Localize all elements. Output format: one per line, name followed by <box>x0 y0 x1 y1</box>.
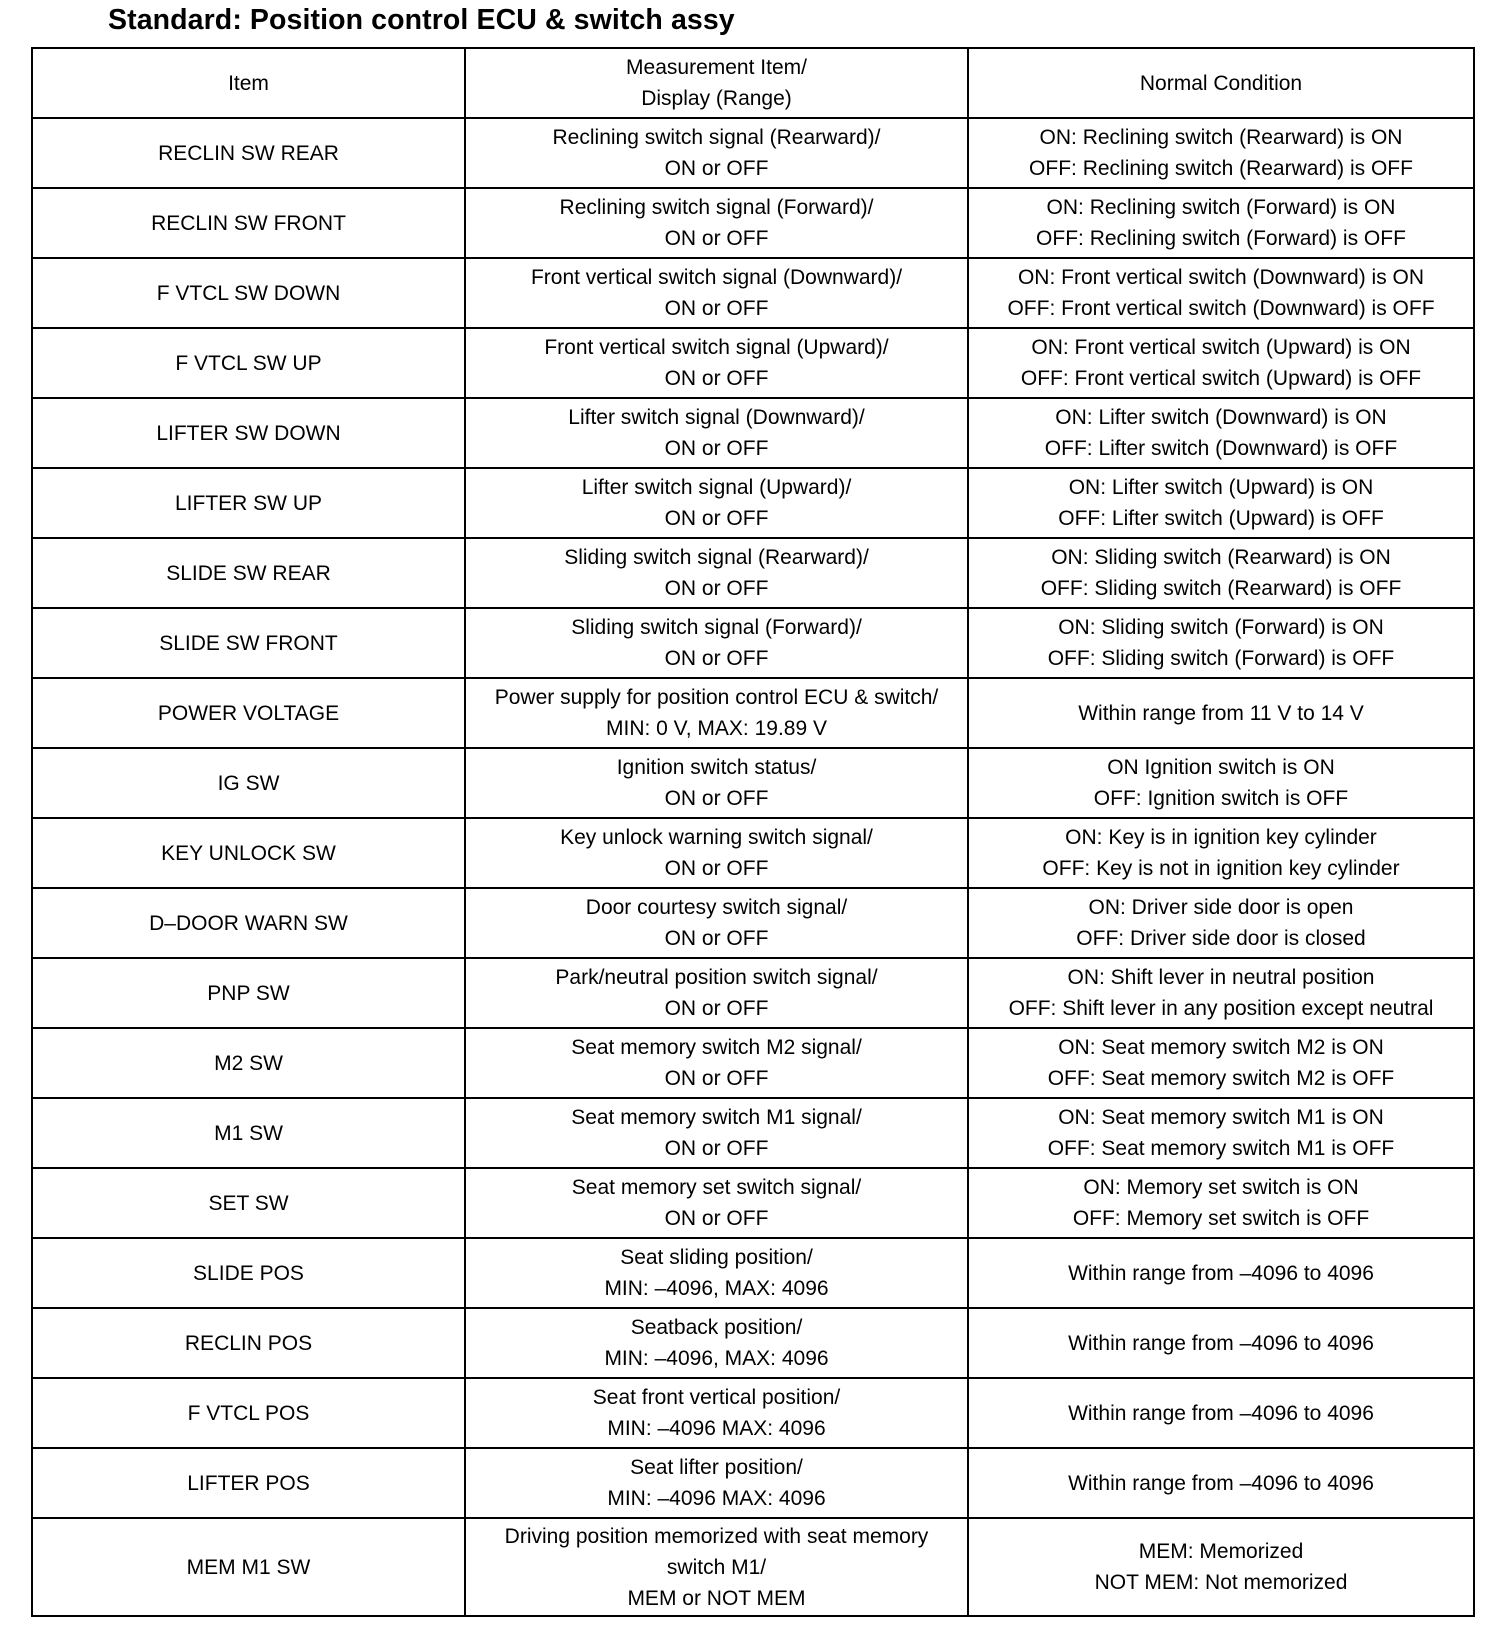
cell-measurement-line: ON or OFF <box>664 297 769 320</box>
cell-measurement <box>465 1168 968 1238</box>
table-row <box>32 1168 1474 1238</box>
cell-measurement-line: Sliding switch signal (Rearward)/ <box>564 546 869 569</box>
cell-item: PNP SW <box>32 958 465 1028</box>
cell-measurement-line: ON or OFF <box>664 857 769 880</box>
cell-normal-condition <box>968 678 1474 748</box>
cell-item: SLIDE POS <box>32 1238 465 1308</box>
cell-measurement <box>465 188 968 258</box>
cell-normal-condition-line: MEM: Memorized <box>1138 1540 1304 1563</box>
header-item: Item <box>32 48 465 118</box>
cell-normal-condition <box>968 398 1474 468</box>
cell-normal-condition <box>968 1518 1474 1616</box>
cell-normal-condition-line: ON Ignition switch is ON <box>1107 756 1335 779</box>
table-row <box>32 1378 1474 1448</box>
cell-normal-condition <box>968 958 1474 1028</box>
page-title: Standard: Position control ECU & switch assy <box>108 4 735 36</box>
cell-measurement-line: Sliding switch signal (Forward)/ <box>571 616 862 639</box>
cell-measurement-line: switch M1/ <box>666 1555 767 1579</box>
cell-measurement-line: ON or OFF <box>664 227 769 250</box>
cell-normal-condition-line: ON: Lifter switch (Upward) is ON <box>1068 476 1374 499</box>
table-row <box>32 1238 1474 1308</box>
cell-measurement-line: ON or OFF <box>664 787 769 810</box>
cell-item: LIFTER POS <box>32 1448 465 1518</box>
cell-normal-condition-line: OFF: Front vertical switch (Downward) is OFF <box>1007 297 1435 320</box>
cell-measurement <box>465 1378 968 1448</box>
cell-measurement-line: Power supply for position control ECU & switch/ <box>494 686 939 709</box>
cell-measurement-line: Door courtesy switch signal/ <box>585 896 848 919</box>
cell-measurement-line: ON or OFF <box>664 507 769 530</box>
cell-measurement-line: Front vertical switch signal (Upward)/ <box>544 336 889 359</box>
cell-measurement-line: Seat memory set switch signal/ <box>571 1176 862 1199</box>
cell-normal-condition-line: OFF: Driver side door is closed <box>1076 927 1366 950</box>
cell-measurement <box>465 1518 968 1616</box>
cell-normal-condition <box>968 1028 1474 1098</box>
cell-item: SLIDE SW FRONT <box>32 608 465 678</box>
cell-item: F VTCL SW UP <box>32 328 465 398</box>
header-normal-condition: Normal Condition <box>968 48 1474 118</box>
cell-measurement-line: Seat memory switch M2 signal/ <box>571 1036 862 1059</box>
cell-item: KEY UNLOCK SW <box>32 818 465 888</box>
cell-measurement-line: MEM or NOT MEM <box>627 1586 806 1610</box>
cell-normal-condition <box>968 328 1474 398</box>
cell-measurement-line: Ignition switch status/ <box>616 756 817 779</box>
cell-measurement <box>465 1308 968 1378</box>
cell-measurement-line: ON or OFF <box>664 997 769 1020</box>
cell-normal-condition-line: OFF: Ignition switch is OFF <box>1093 787 1349 810</box>
cell-normal-condition-line: OFF: Lifter switch (Upward) is OFF <box>1058 507 1384 530</box>
cell-normal-condition-line: ON: Front vertical switch (Downward) is ON <box>1017 266 1425 289</box>
cell-normal-condition <box>968 1168 1474 1238</box>
cell-measurement <box>465 818 968 888</box>
cell-normal-condition <box>968 468 1474 538</box>
cell-normal-condition-line: ON: Front vertical switch (Upward) is ON <box>1031 336 1411 359</box>
cell-measurement-line: ON or OFF <box>664 1067 769 1090</box>
cell-item: POWER VOLTAGE <box>32 678 465 748</box>
table-row <box>32 888 1474 958</box>
cell-normal-condition <box>968 538 1474 608</box>
cell-measurement-line: Driving position memorized with seat memory <box>504 1524 929 1548</box>
cell-normal-condition-line: OFF: Lifter switch (Downward) is OFF <box>1044 437 1398 460</box>
cell-normal-condition <box>968 1378 1474 1448</box>
cell-measurement-line: MIN: –4096 MAX: 4096 <box>607 1487 826 1510</box>
cell-normal-condition-line: OFF: Reclining switch (Rearward) is OFF <box>1029 157 1413 180</box>
table-row <box>32 1098 1474 1168</box>
cell-normal-condition <box>968 818 1474 888</box>
cell-item: IG SW <box>32 748 465 818</box>
header-measurement-line: Measurement Item/ <box>626 56 807 79</box>
cell-normal-condition-line: Within range from –4096 to 4096 <box>1068 1401 1374 1425</box>
cell-measurement <box>465 1238 968 1308</box>
cell-item: RECLIN POS <box>32 1308 465 1378</box>
cell-measurement <box>465 118 968 188</box>
cell-normal-condition-line: NOT MEM: Not memorized <box>1094 1571 1348 1594</box>
cell-normal-condition-line: Within range from –4096 to 4096 <box>1068 1331 1374 1355</box>
cell-item: SET SW <box>32 1168 465 1238</box>
cell-normal-condition <box>968 118 1474 188</box>
cell-measurement-line: MIN: 0 V, MAX: 19.89 V <box>606 717 827 740</box>
cell-measurement-line: Seat front vertical position/ <box>592 1386 841 1409</box>
cell-normal-condition <box>968 188 1474 258</box>
cell-normal-condition <box>968 258 1474 328</box>
cell-measurement-line: Key unlock warning switch signal/ <box>560 826 873 849</box>
table-row <box>32 678 1474 748</box>
cell-measurement <box>465 398 968 468</box>
cell-normal-condition <box>968 1308 1474 1378</box>
header-measurement-line: Display (Range) <box>641 87 792 110</box>
table-row <box>32 1518 1474 1616</box>
cell-measurement-line: ON or OFF <box>664 577 769 600</box>
cell-normal-condition-line: ON: Driver side door is open <box>1088 896 1354 919</box>
cell-measurement <box>465 958 968 1028</box>
cell-normal-condition-line: ON: Sliding switch (Forward) is ON <box>1058 616 1384 639</box>
cell-normal-condition-line: ON: Sliding switch (Rearward) is ON <box>1051 546 1391 569</box>
table-row <box>32 188 1474 258</box>
cell-normal-condition-line: OFF: Reclining switch (Forward) is OFF <box>1036 227 1406 250</box>
cell-normal-condition-line: Within range from –4096 to 4096 <box>1068 1471 1374 1495</box>
cell-normal-condition <box>968 888 1474 958</box>
table-row <box>32 818 1474 888</box>
table-row <box>32 398 1474 468</box>
cell-measurement-line: Park/neutral position switch signal/ <box>555 966 878 989</box>
cell-normal-condition-line: OFF: Front vertical switch (Upward) is OFF <box>1020 367 1422 390</box>
cell-normal-condition-line: OFF: Seat memory switch M2 is OFF <box>1047 1067 1395 1090</box>
cell-measurement-line: Lifter switch signal (Downward)/ <box>568 406 865 429</box>
cell-normal-condition-line: ON: Lifter switch (Downward) is ON <box>1055 406 1387 429</box>
cell-measurement-line: ON or OFF <box>664 157 769 180</box>
cell-item: M1 SW <box>32 1098 465 1168</box>
cell-normal-condition-line: ON: Shift lever in neutral position <box>1067 966 1375 989</box>
cell-measurement-line: Reclining switch signal (Rearward)/ <box>552 126 881 149</box>
cell-measurement-line: ON or OFF <box>664 1207 769 1230</box>
cell-normal-condition-line: OFF: Sliding switch (Forward) is OFF <box>1047 647 1395 670</box>
cell-measurement-line: Seat sliding position/ <box>620 1246 813 1269</box>
table-row <box>32 468 1474 538</box>
table-row <box>32 328 1474 398</box>
table-row <box>32 608 1474 678</box>
table-body <box>32 118 1474 1616</box>
cell-measurement <box>465 328 968 398</box>
cell-item: LIFTER SW DOWN <box>32 398 465 468</box>
cell-measurement <box>465 258 968 328</box>
cell-measurement <box>465 608 968 678</box>
cell-measurement-line: MIN: –4096 MAX: 4096 <box>607 1417 826 1440</box>
cell-normal-condition-line: ON: Reclining switch (Forward) is ON <box>1046 196 1396 219</box>
table-row <box>32 1028 1474 1098</box>
cell-measurement <box>465 678 968 748</box>
cell-normal-condition-line: ON: Seat memory switch M2 is ON <box>1058 1036 1384 1059</box>
cell-normal-condition <box>968 1448 1474 1518</box>
cell-normal-condition-line: ON: Reclining switch (Rearward) is ON <box>1039 126 1403 149</box>
cell-normal-condition-line: OFF: Seat memory switch M1 is OFF <box>1047 1137 1395 1160</box>
cell-normal-condition <box>968 608 1474 678</box>
cell-measurement <box>465 538 968 608</box>
table-header-row <box>32 48 1474 118</box>
table-row <box>32 958 1474 1028</box>
cell-measurement-line: ON or OFF <box>664 927 769 950</box>
cell-item: RECLIN SW REAR <box>32 118 465 188</box>
cell-measurement-line: MIN: –4096, MAX: 4096 <box>604 1347 829 1370</box>
cell-normal-condition-line: ON: Key is in ignition key cylinder <box>1065 826 1377 849</box>
cell-measurement <box>465 1098 968 1168</box>
cell-measurement <box>465 468 968 538</box>
cell-item: M2 SW <box>32 1028 465 1098</box>
cell-item: SLIDE SW REAR <box>32 538 465 608</box>
cell-normal-condition <box>968 748 1474 818</box>
spec-table <box>31 47 1475 1617</box>
table-row <box>32 1448 1474 1518</box>
cell-normal-condition-line: ON: Memory set switch is ON <box>1083 1176 1359 1199</box>
cell-normal-condition-line: Within range from –4096 to 4096 <box>1068 1261 1374 1285</box>
cell-measurement-line: Seat memory switch M1 signal/ <box>571 1106 862 1129</box>
cell-normal-condition-line: Within range from 11 V to 14 V <box>1078 701 1364 725</box>
cell-measurement-line: MIN: –4096, MAX: 4096 <box>604 1277 829 1300</box>
table-row <box>32 538 1474 608</box>
table-row <box>32 1308 1474 1378</box>
cell-measurement <box>465 748 968 818</box>
cell-item: MEM M1 SW <box>32 1518 465 1616</box>
table-row <box>32 258 1474 328</box>
cell-item: LIFTER SW UP <box>32 468 465 538</box>
cell-measurement-line: Front vertical switch signal (Downward)/ <box>530 266 903 289</box>
cell-measurement-line: Lifter switch signal (Upward)/ <box>581 476 852 499</box>
cell-measurement-line: Reclining switch signal (Forward)/ <box>559 196 874 219</box>
cell-item: F VTCL POS <box>32 1378 465 1448</box>
cell-item: F VTCL SW DOWN <box>32 258 465 328</box>
cell-measurement-line: ON or OFF <box>664 1137 769 1160</box>
cell-normal-condition <box>968 1238 1474 1308</box>
cell-normal-condition-line: OFF: Memory set switch is OFF <box>1072 1207 1370 1230</box>
header-measurement <box>465 48 968 118</box>
cell-measurement-line: ON or OFF <box>664 647 769 670</box>
cell-normal-condition-line: OFF: Sliding switch (Rearward) is OFF <box>1040 577 1402 600</box>
cell-measurement <box>465 1448 968 1518</box>
cell-item: D–DOOR WARN SW <box>32 888 465 958</box>
cell-measurement <box>465 888 968 958</box>
cell-measurement <box>465 1028 968 1098</box>
cell-measurement-line: ON or OFF <box>664 437 769 460</box>
cell-normal-condition-line: ON: Seat memory switch M1 is ON <box>1058 1106 1384 1129</box>
cell-normal-condition <box>968 1098 1474 1168</box>
cell-normal-condition-line: OFF: Shift lever in any position except neutral <box>1008 997 1434 1020</box>
table-row <box>32 748 1474 818</box>
cell-measurement-line: Seat lifter position/ <box>630 1456 803 1479</box>
cell-measurement-line: Seatback position/ <box>630 1316 803 1339</box>
cell-normal-condition-line: OFF: Key is not in ignition key cylinder <box>1042 857 1400 880</box>
cell-item: RECLIN SW FRONT <box>32 188 465 258</box>
table-row <box>32 118 1474 188</box>
cell-measurement-line: ON or OFF <box>664 367 769 390</box>
